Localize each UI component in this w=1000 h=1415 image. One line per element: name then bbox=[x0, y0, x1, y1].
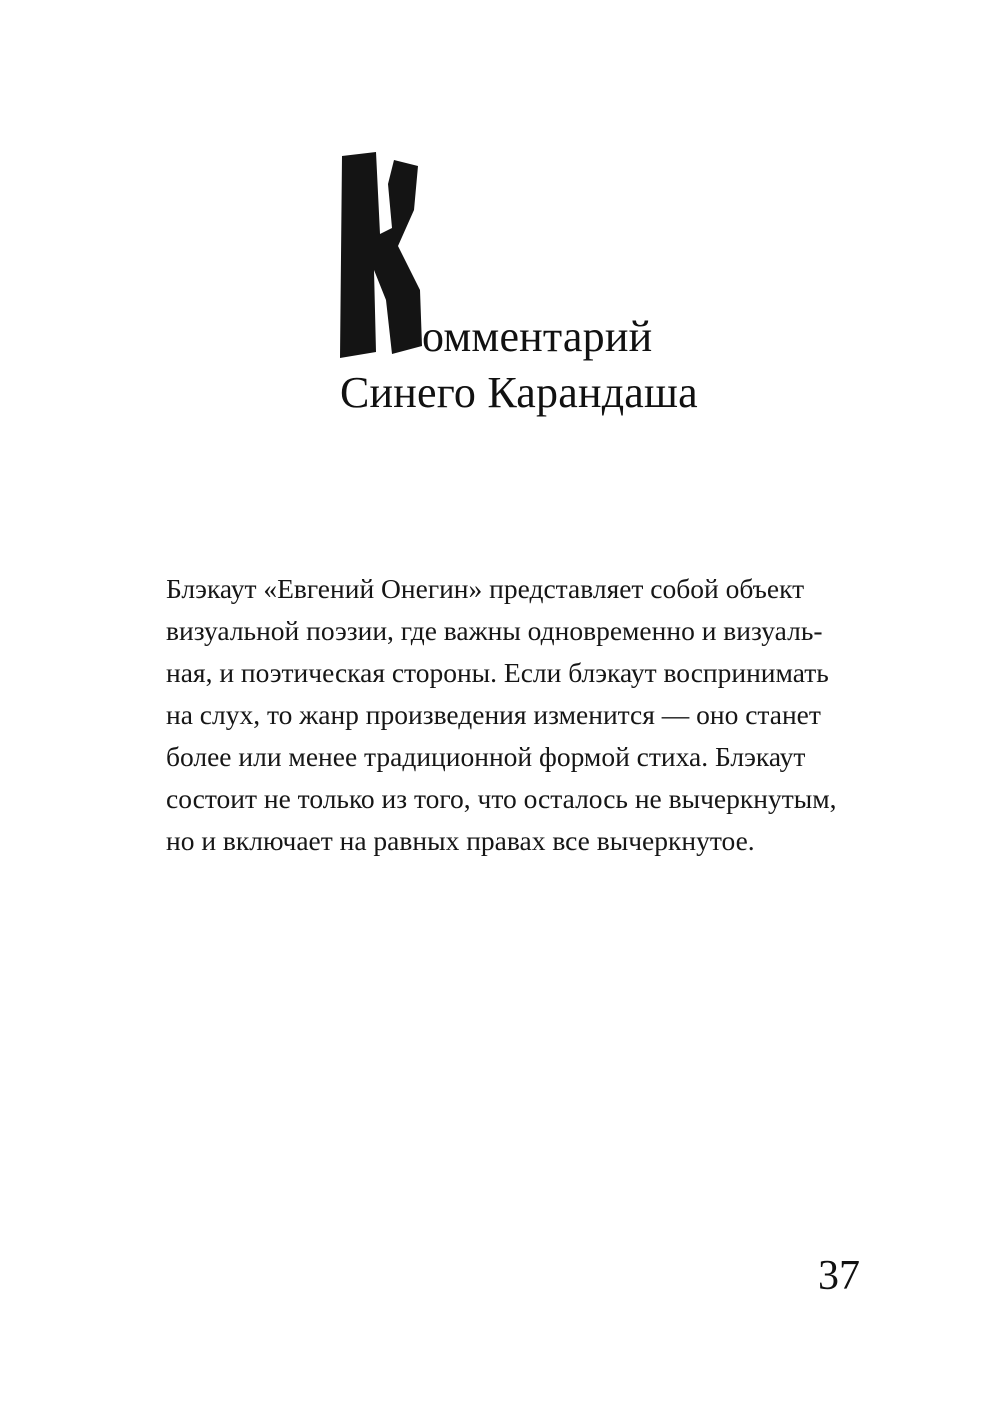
page-number: 37 bbox=[818, 1253, 860, 1299]
page-title-block bbox=[336, 150, 936, 418]
title-line-1 bbox=[336, 150, 936, 360]
body-paragraph: Блэкаут «Евгений Онегин» представляет собой объект визуальной поэзии, где важны одновременно и визуальная, и поэтическая стороны. Если блэкаут воспринимать на слух, то жанр произведения изменится — оно станет более или менее традиционной формой стиха. Блэкаут состоит не только из того, что осталось не вычеркнутым, но и включает на равных правах все вычеркнутое. bbox=[166, 572, 837, 856]
title-line-2: Синего Карандаша bbox=[340, 368, 698, 417]
title-text-rest: омментарий bbox=[422, 312, 653, 361]
dropcap-letter-k-icon bbox=[336, 150, 422, 360]
